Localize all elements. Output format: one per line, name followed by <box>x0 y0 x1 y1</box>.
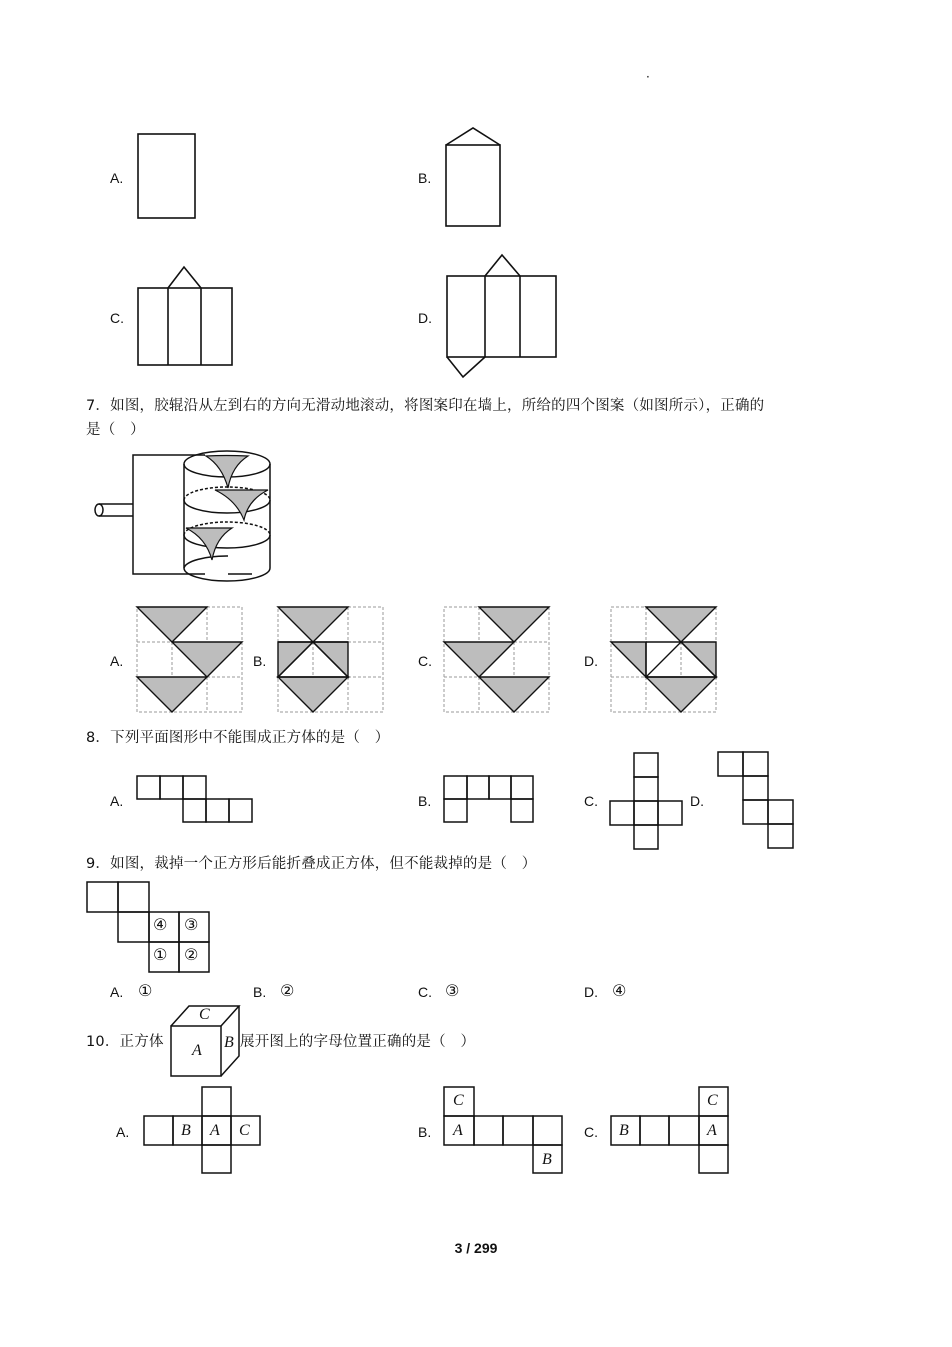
q8-option-c-label: C. <box>584 793 598 809</box>
q9-option-d-value: ④ <box>612 981 627 1000</box>
q9-mark-2: ② <box>184 945 199 964</box>
q10-option-c-label: C. <box>584 1124 598 1140</box>
q10-option-a-letter-b: B <box>181 1122 191 1139</box>
q10-option-a-letter-c: C <box>239 1122 250 1139</box>
q7-option-c-label: C. <box>418 653 432 669</box>
q7-option-a-label: A. <box>110 653 124 669</box>
q8-option-b-label: B. <box>418 793 432 809</box>
q6-option-a-label: A. <box>110 170 124 186</box>
q9-option-b-label: B. <box>253 984 267 1000</box>
q10-prefix: 10．正方体 <box>86 1034 164 1050</box>
q10-cube-front-letter: A <box>192 1042 202 1059</box>
q7-option-b-label: B. <box>253 653 267 669</box>
q6-option-b-label: B. <box>418 170 432 186</box>
q10-option-c-letter-b: B <box>619 1122 629 1139</box>
q9-option-c-label: C. <box>418 984 432 1000</box>
header-mark: · <box>646 70 650 84</box>
q9-option-a-value: ① <box>138 981 153 1000</box>
q10-option-c-letter-a: A <box>707 1122 717 1139</box>
q9-mark-4: ④ <box>153 915 168 934</box>
q10-option-b-letter-a: A <box>453 1122 463 1139</box>
q10-option-b-label: B. <box>418 1124 432 1140</box>
q7-text-line1: 7．如图，胶辊沿从左到右的方向无滑动地滚动，将图案印在墙上，所给的四个图案（如图所示），正确的 <box>86 398 765 414</box>
q9-text: 9．如图，裁掉一个正方形后能折叠成正方体，但不能裁掉的是（ ） <box>86 856 537 872</box>
q9-option-a-label: A. <box>110 984 124 1000</box>
q9-mark-1: ① <box>153 945 168 964</box>
q10-option-c-letter-c: C <box>707 1092 718 1109</box>
q8-option-d-label: D. <box>690 793 704 809</box>
q10-option-a-letter-a: A <box>210 1122 220 1139</box>
q7-text-line2: 是（ ） <box>86 422 145 438</box>
q10-option-b-letter-b: B <box>542 1151 552 1168</box>
q6-option-d-label: D. <box>418 310 432 326</box>
q7-option-d-label: D. <box>584 653 598 669</box>
q10-option-a-label: A. <box>116 1124 130 1140</box>
q9-mark-3: ③ <box>184 915 199 934</box>
page-number: 3 / 299 <box>454 1240 498 1256</box>
q9-option-b-value: ② <box>280 981 295 1000</box>
q10-cube-top-letter: C <box>199 1006 210 1023</box>
q9-option-d-label: D. <box>584 984 598 1000</box>
q8-option-a-label: A. <box>110 793 124 809</box>
q8-text: 8．下列平面图形中不能围成正方体的是（ ） <box>86 730 390 746</box>
q10-suffix: 展开图上的字母位置正确的是（ ） <box>240 1034 476 1050</box>
q6-option-c-label: C. <box>110 310 124 326</box>
q10-option-b-letter-c: C <box>453 1092 464 1109</box>
q9-option-c-value: ③ <box>445 981 460 1000</box>
q10-cube-side-letter: B <box>224 1034 234 1051</box>
